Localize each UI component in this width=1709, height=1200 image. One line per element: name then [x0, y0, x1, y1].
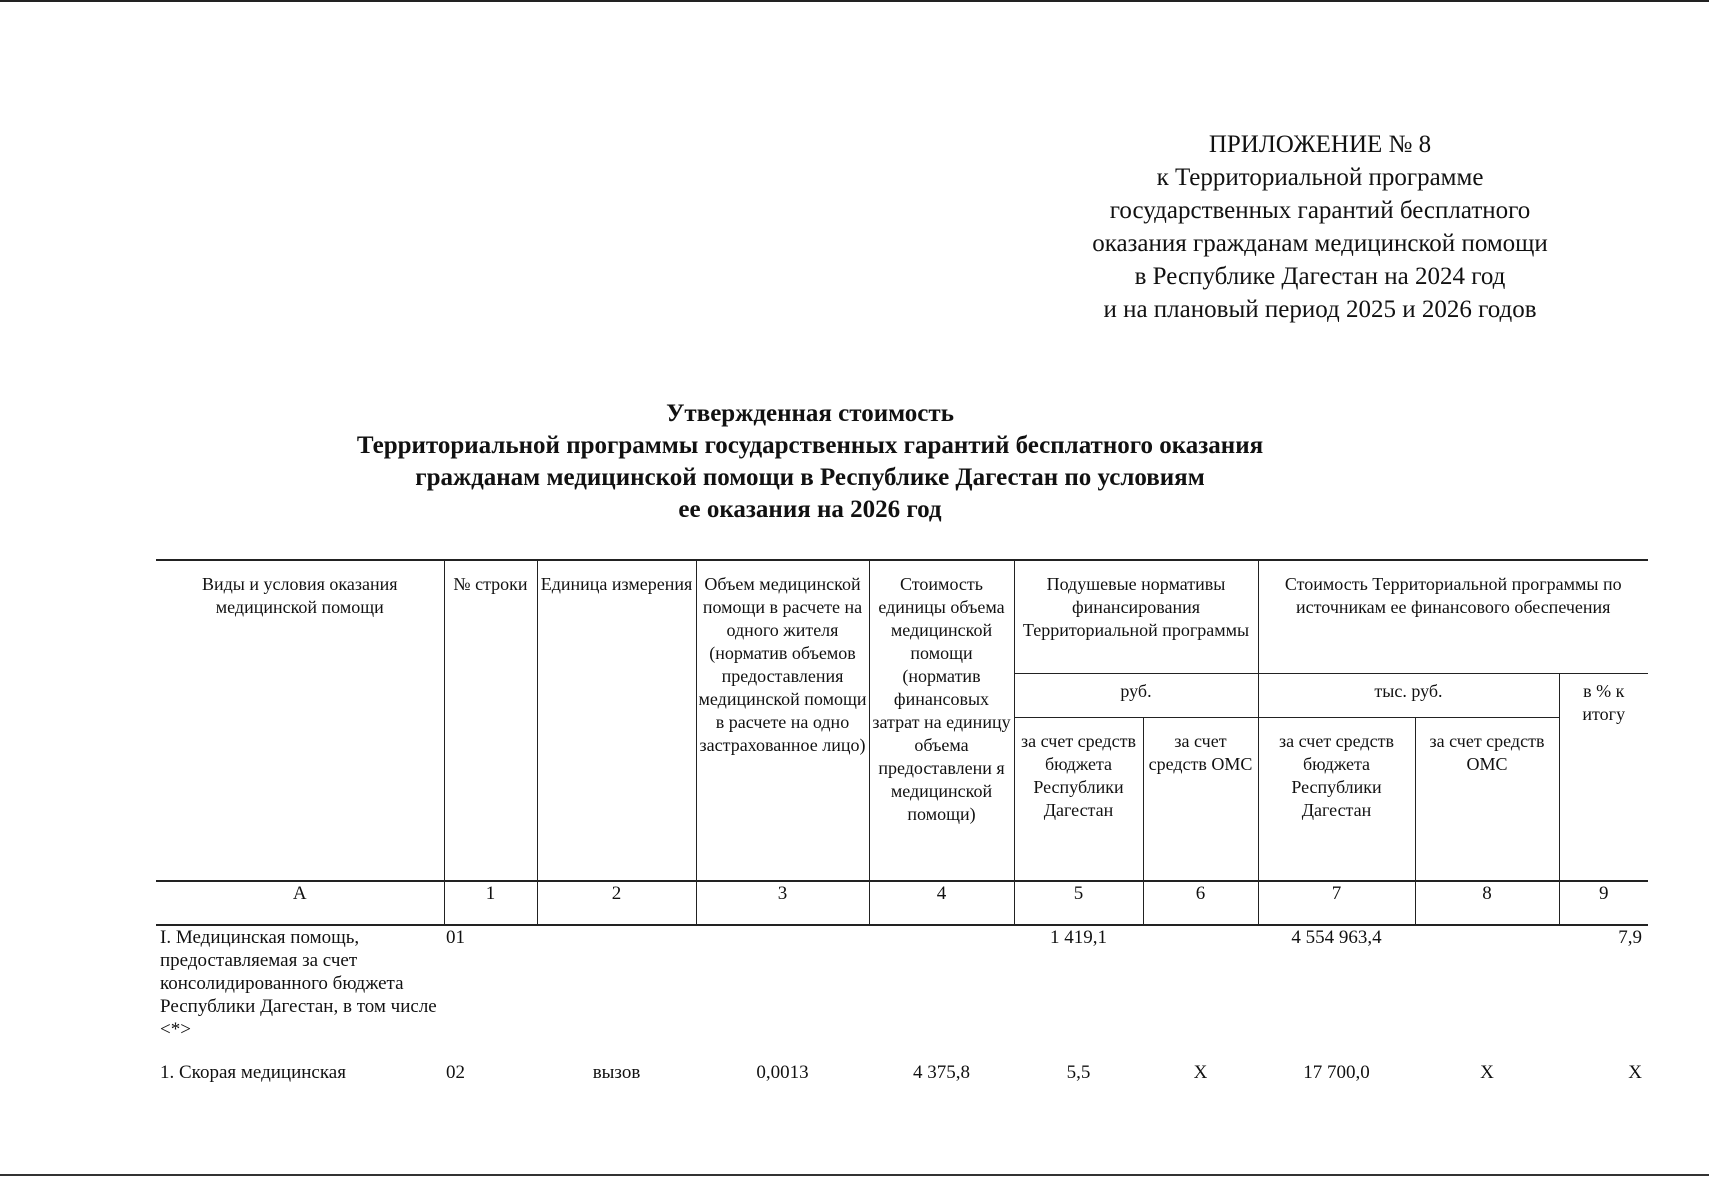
- row-budget-thous: 4 554 963,4: [1291, 927, 1382, 948]
- header-rub: руб.: [1014, 674, 1258, 718]
- header-oms-rub: за счет средств ОМС: [1143, 718, 1258, 882]
- row-name: 1. Скорая медицинская: [160, 1062, 346, 1083]
- column-number: 1: [444, 881, 537, 925]
- header-unit: Единица измерения: [537, 560, 696, 881]
- header-oms-thous: за счет средств ОМС: [1415, 718, 1559, 882]
- appendix-header: [1020, 128, 1620, 326]
- row-oms-rub: Х: [1193, 1062, 1208, 1083]
- header-row-1: [156, 560, 1648, 674]
- title-line: Утвержденная стоимость: [666, 400, 954, 427]
- table-row: [156, 1041, 1648, 1084]
- header-thous-rub: тыс. руб.: [1258, 674, 1559, 718]
- title-line: гражданам медицинской помощи в Республике Дагестан по условиям: [415, 464, 1205, 491]
- column-number: 5: [1014, 881, 1143, 925]
- row-percent: 7,9: [1618, 927, 1642, 948]
- appendix-line: в Республике Дагестан на 2024 год: [1134, 263, 1506, 290]
- column-number: 9: [1559, 881, 1648, 925]
- column-number: 2: [537, 881, 696, 925]
- column-number: А: [156, 881, 444, 925]
- header-volume: Объем медицинской помощи в расчете на одного жителя (норматив объемов предоставления медицинской помощи в расчете на одно застрахованное лицо): [696, 560, 869, 881]
- row-number: 01: [446, 927, 465, 948]
- column-number: 7: [1258, 881, 1415, 925]
- column-number: 4: [869, 881, 1014, 925]
- header-percent: в % к итогу: [1559, 674, 1648, 882]
- header-budget-rub: за счет средств бюджета Республики Дагестан: [1014, 718, 1143, 882]
- header-types: Виды и условия оказания медицинской помощи: [156, 560, 444, 881]
- row-oms-thous: [1415, 925, 1559, 1041]
- header-program-cost: Стоимость Территориальной программы по источникам ее финансового обеспечения: [1258, 560, 1648, 674]
- column-number: 3: [696, 881, 869, 925]
- row-unit: [537, 925, 696, 1041]
- appendix-line: оказания гражданам медицинской помощи: [1092, 230, 1548, 257]
- appendix-line: ПРИЛОЖЕНИЕ № 8: [1208, 131, 1432, 158]
- header-row-number: № строки: [444, 560, 537, 881]
- row-oms-rub: [1143, 925, 1258, 1041]
- column-number: 8: [1415, 881, 1559, 925]
- column-numbers-row: [156, 881, 1648, 925]
- row-budget-thous: 17 700,0: [1303, 1062, 1370, 1083]
- header-budget-thous: за счет средств бюджета Республики Дагестан: [1258, 718, 1415, 882]
- scan-edge-bottom: [0, 1174, 1709, 1176]
- table-row: [156, 925, 1648, 1041]
- appendix-line: и на плановый период 2025 и 2026 годов: [1103, 296, 1537, 323]
- row-volume: [696, 925, 869, 1041]
- appendix-line: к Территориальной программе: [1156, 164, 1484, 191]
- row-unit: вызов: [592, 1062, 641, 1083]
- title-line: Территориальной программы государственных гарантий бесплатного оказания: [356, 432, 1264, 459]
- row-number: 02: [446, 1062, 465, 1083]
- row-budget-rub: 1 419,1: [1050, 927, 1107, 948]
- header-unit-cost: Стоимость единицы объема медицинской помощи (норматив финансовых затрат на единицу объема предоставлени я медицинской помощи): [869, 560, 1014, 881]
- row-unit-cost: [869, 925, 1014, 1041]
- column-number: 6: [1143, 881, 1258, 925]
- row-percent: Х: [1628, 1062, 1642, 1083]
- cost-table: [156, 559, 1648, 1084]
- row-oms-thous: Х: [1480, 1062, 1494, 1083]
- appendix-line: государственных гарантий бесплатного: [1109, 197, 1531, 224]
- row-name: I. Медицинская помощь, предоставляемая за счет консолидированного бюджета Республики Дагестан, в том числе <*>: [160, 927, 437, 1040]
- document-title: [300, 398, 1320, 526]
- title-line: ее оказания на 2026 год: [678, 496, 942, 523]
- row-unit-cost: 4 375,8: [913, 1062, 970, 1083]
- row-volume: 0,0013: [756, 1062, 809, 1083]
- header-per-capita: Подушевые нормативы финансирования Территориальной программы: [1014, 560, 1258, 674]
- row-budget-rub: 5,5: [1066, 1062, 1091, 1083]
- scan-edge-top: [0, 0, 1709, 2]
